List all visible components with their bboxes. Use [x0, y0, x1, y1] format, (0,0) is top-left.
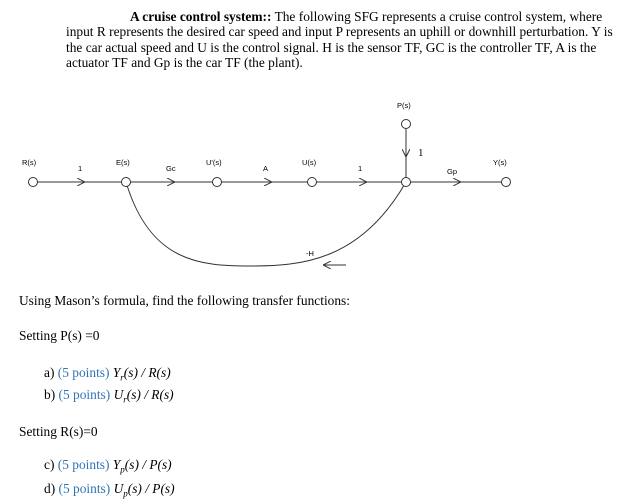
item-d-tail: (s) / P(s) — [127, 481, 175, 496]
node-uprime — [213, 178, 222, 187]
setting-p-zero: Setting P(s) =0 — [19, 328, 100, 343]
item-b — [44, 387, 174, 405]
item-d — [44, 481, 175, 499]
item-c-sub: p — [120, 464, 125, 475]
feedback-path — [126, 182, 406, 266]
item-a-tail: (s) / R(s) — [123, 365, 171, 380]
item-b-var: U — [113, 387, 124, 402]
node-p — [402, 120, 411, 129]
gain-uprime-u: A — [263, 164, 269, 173]
item-c — [44, 457, 172, 475]
node-u — [308, 178, 317, 187]
item-d-sub: p — [123, 488, 128, 499]
node-r — [29, 178, 38, 187]
label-node-p: P(s) — [397, 101, 411, 110]
label-node-y: Y(s) — [493, 158, 507, 167]
node-junction — [402, 178, 411, 187]
item-d-letter: d) — [44, 481, 56, 496]
item-c-tail: (s) / P(s) — [124, 457, 172, 472]
node-y — [502, 178, 511, 187]
label-node-e: E(s) — [116, 158, 130, 167]
intro-title: A cruise control system: — [130, 9, 267, 24]
item-d-var: U — [113, 481, 124, 496]
item-b-points: (5 points) — [58, 387, 111, 402]
setting-r-zero: Setting R(s)=0 — [19, 424, 98, 439]
node-e — [122, 178, 131, 187]
item-a — [44, 365, 171, 383]
item-b-tail: (s) / R(s) — [126, 387, 174, 402]
item-b-letter: b) — [44, 387, 56, 402]
item-a-letter: a) — [44, 365, 55, 380]
gain-u-junction: 1 — [358, 164, 363, 173]
gain-r-e: 1 — [78, 164, 83, 173]
gain-p-junction: 1 — [418, 147, 424, 159]
gain-junction-y: Gp — [447, 167, 458, 176]
item-b-sub: r — [123, 394, 127, 405]
gain-feedback: -H — [306, 249, 314, 258]
item-c-points: (5 points) — [57, 457, 110, 472]
item-c-var: Y — [112, 457, 121, 472]
intro-title-suffix: : — [266, 9, 272, 24]
gain-e-uprime: Gc — [166, 164, 176, 173]
label-node-u: U(s) — [302, 158, 317, 167]
question-text: Using Mason’s formula, find the following transfer functions: — [19, 293, 350, 308]
item-a-points: (5 points) — [57, 365, 110, 380]
item-a-var: Y — [112, 365, 121, 380]
label-node-uprime: U'(s) — [206, 158, 222, 167]
item-d-points: (5 points) — [58, 481, 111, 496]
intro-text: The following SFG represents a cruise control system, where input R represents the desired car speed and input P represents an uphill or downhill perturbation. Y is the car actual speed and U is the control signal. H is the sensor TF, GC is the controller TF, A is the actuator TF and Gp is the car TF (the plant). — [66, 9, 613, 71]
item-a-sub: r — [120, 372, 124, 383]
label-node-r: R(s) — [22, 158, 37, 167]
item-c-letter: c) — [44, 457, 55, 472]
